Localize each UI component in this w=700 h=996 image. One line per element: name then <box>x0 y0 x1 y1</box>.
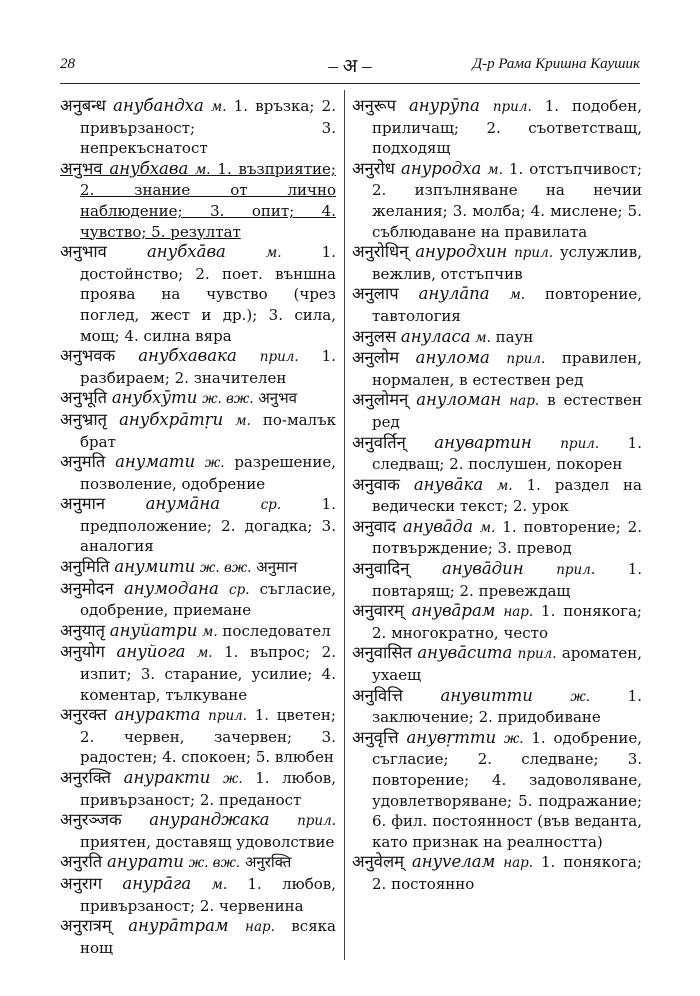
column-divider <box>344 90 345 960</box>
headword-sanskrit: अनुमान <box>60 494 106 514</box>
headword-transliteration: ануранджака <box>149 810 270 830</box>
grammar-label: нар. <box>245 919 275 936</box>
definition: 1. достойнство; 2. поет. външна проява на чувство (чрез поглед, жест и др.); 3. сила, мощ; 4. силна вяра <box>80 243 336 345</box>
dictionary-entry <box>352 517 642 559</box>
headword-transliteration: ануласа <box>400 326 471 346</box>
section-letter: – अ – <box>328 56 372 77</box>
book-title: Д-р Рама Кришна Каушик <box>472 56 640 72</box>
definition: 1. въпрос; 2. изпит; 3. старание, усилие; 4. коментар, тълкуване <box>80 643 336 704</box>
dictionary-entry <box>60 852 336 874</box>
headword-sanskrit: अनुवाद <box>352 516 396 536</box>
headword-transliteration: анурāга <box>122 873 192 893</box>
grammar-label: м. <box>509 287 526 304</box>
grammar-label: прил. <box>506 351 546 368</box>
headword-sanskrit: अनुबन्ध <box>60 96 106 115</box>
grammar-label: прил. <box>560 435 600 452</box>
grammar-label: ж. вж. <box>202 391 254 408</box>
headword-transliteration: анурати <box>106 852 184 872</box>
headword-sanskrit: अनुलोम <box>352 348 400 368</box>
grammar-label: м. <box>235 412 251 429</box>
dictionary-entry <box>352 433 642 475</box>
headword-sanskrit: अनुवर्तिन् <box>352 432 406 452</box>
dictionary-entry <box>60 410 336 452</box>
headword-transliteration: анувитти <box>440 685 533 705</box>
grammar-label: нар. <box>509 393 540 410</box>
headword-transliteration: ануродха <box>400 158 482 178</box>
definition: 1. разбираем; 2. значителен <box>80 347 336 387</box>
dictionary-entry <box>60 810 336 852</box>
headword-sanskrit: अनुराग <box>60 873 103 893</box>
definition: по-малък брат <box>80 410 336 451</box>
dictionary-entry <box>60 916 336 958</box>
definition: 1. цветен; 2. червен, зачервен; 3. радостен; 4. спокоен; 5. влюбен <box>80 706 336 767</box>
headword-transliteration: ануйога <box>116 642 186 662</box>
headword-transliteration: ануvелам <box>411 852 496 872</box>
right-column <box>352 96 642 895</box>
grammar-label: прил. <box>556 562 596 579</box>
definition: приятен, доставящ удоволствие <box>80 832 335 851</box>
definition: अनुरक्ति <box>244 853 292 872</box>
definition: अनुभव <box>258 389 297 408</box>
grammar-label: ж. <box>223 771 243 787</box>
grammar-label: м. <box>475 329 491 346</box>
definition: съгласие, одобрение, приемане <box>80 579 336 620</box>
dictionary-entry <box>60 242 336 346</box>
dictionary-entry <box>60 557 336 579</box>
dictionary-entry <box>352 390 642 432</box>
dictionary-entry <box>352 327 642 349</box>
grammar-label: прил. <box>514 245 554 262</box>
dictionary-entry <box>352 643 642 685</box>
headword-sanskrit: अनुवित्ति <box>352 685 403 705</box>
headword-sanskrit: अनुवादिन् <box>352 559 410 579</box>
grammar-label: м. <box>202 623 218 640</box>
definition: 1. връзка; 2. привързаност; 3. непрекъснатост <box>80 97 336 158</box>
definition: 1. предположение; 2. догадка; 3. аналогия <box>80 495 336 556</box>
headword-sanskrit: अनुवेलम् <box>352 852 404 872</box>
grammar-label: м. <box>487 161 503 178</box>
headword-transliteration: анувāсита <box>417 643 513 663</box>
headword-transliteration: анумодана <box>123 578 219 598</box>
definition: अनुमान <box>256 558 298 577</box>
headword-transliteration: анувāдин <box>441 559 524 579</box>
headword-transliteration: ануродхин <box>415 242 508 262</box>
headword-sanskrit: अनुमिति <box>60 557 110 577</box>
headword-transliteration: анумати <box>115 452 196 472</box>
headword-transliteration: анувāда <box>402 516 473 536</box>
definition: услужлив, вежлив, отстъпчив <box>372 243 642 283</box>
headword-transliteration: ануйатри <box>109 620 198 640</box>
grammar-label: м. <box>211 876 228 893</box>
definition: 1. одобрение, съгласие; 2. следване; 3. повторение; 4. задоволяване, удовлетворяване; 5. подражание; 6. фил. постоянност (във веданта, като признак на реалността) <box>372 728 642 851</box>
dictionary-entry <box>60 96 336 159</box>
headword-transliteration: ануломa <box>415 348 490 368</box>
definition: ароматен, ухаещ <box>372 644 642 685</box>
headword-transliteration: анумāна <box>145 494 221 514</box>
headword-sanskrit: अनुरूप <box>352 96 396 115</box>
grammar-label: м. <box>211 99 227 115</box>
headword-sanskrit: अनुमोदन <box>60 578 114 598</box>
headword-sanskrit: अनुरक्त <box>60 705 107 725</box>
grammar-label: ж. вж. <box>200 560 252 577</box>
headword-transliteration: анувāка <box>413 474 484 494</box>
grammar-label: м. <box>479 519 496 536</box>
definition: 1. раздел на ведически текст; 2. урок <box>372 475 642 516</box>
headword-transliteration: анувāрам <box>411 601 496 621</box>
definition: 1. отстъпчивост; 2. изпълняване на нечии желания; 3. молба; 4. мислене; 5. съблюдаване на правилата <box>372 159 642 241</box>
headword-sanskrit: अनुमति <box>60 452 106 472</box>
headword-sanskrit: अनुरात्रम् <box>60 916 112 936</box>
grammar-label: ср. <box>229 581 250 598</box>
headword-transliteration: анубхавака <box>138 346 237 366</box>
page-number: 28 <box>60 56 75 72</box>
definition: паун <box>495 327 534 346</box>
headword-sanskrit: अनुरोध <box>352 158 395 178</box>
headword-transliteration: анурāтрам <box>128 916 229 936</box>
running-header <box>60 52 640 78</box>
definition: разрешение, позволение, одобрение <box>80 453 336 493</box>
dictionary-entry <box>352 852 642 894</box>
headword-sanskrit: अनुभूति <box>60 388 108 408</box>
headword-transliteration: анувартин <box>434 432 532 452</box>
grammar-label: прил. <box>208 708 248 725</box>
grammar-label: ж. <box>570 688 591 705</box>
dictionary-entry <box>352 601 642 643</box>
header-rule <box>60 83 640 84</box>
dictionary-entry <box>60 159 336 242</box>
dictionary-entry <box>352 728 642 853</box>
dictionary-entry <box>352 475 642 517</box>
dictionary-entry <box>60 346 336 388</box>
dictionary-entry <box>352 348 642 390</box>
headword-sanskrit: अनुभव <box>60 158 103 178</box>
grammar-label: нар. <box>503 604 534 621</box>
headword-transliteration: анувṛтти <box>406 727 497 747</box>
headword-sanskrit: अनुलाप <box>352 284 399 304</box>
grammar-label: м. <box>195 161 211 178</box>
headword-sanskrit: अनुलस <box>352 326 397 346</box>
headword-sanskrit: अनुवृत्ति <box>352 727 399 747</box>
headword-transliteration: анубандха <box>113 96 204 115</box>
dictionary-entry <box>352 686 642 728</box>
left-column <box>60 96 336 958</box>
definition: 1. любов, привързаност; 2. преданост <box>80 769 336 809</box>
headword-transliteration: ануракти <box>123 768 211 787</box>
dictionary-entry <box>60 388 336 410</box>
headword-sanskrit: अनुयोग <box>60 642 105 662</box>
headword-sanskrit: अनुवासित <box>352 643 413 663</box>
grammar-label: ж. <box>503 730 524 747</box>
definition: правилен, нормален, в естествен ред <box>372 349 642 389</box>
dictionary-entry <box>352 559 642 601</box>
dictionary-entry <box>60 874 336 916</box>
headword-transliteration: анумити <box>114 557 196 577</box>
headword-transliteration: анубхӯти <box>111 388 198 408</box>
grammar-label: ср. <box>260 497 282 514</box>
headword-sanskrit: अनुयातृ <box>60 620 106 640</box>
definition: 1. понякога; 2. постоянно <box>372 853 642 893</box>
headword-sanskrit: अनुवारम् <box>352 601 404 621</box>
definition: 1. любов, привързаност; 2. червенина <box>80 874 336 915</box>
headword-sanskrit: अनुरञ्जक <box>60 810 122 830</box>
definition: 1. подобен, приличащ; 2. съответстващ, подходящ <box>372 97 642 158</box>
dictionary-entry <box>60 768 336 810</box>
headword-transliteration: анубхрāтṛи <box>119 409 224 429</box>
headword-sanskrit: अनुरोधिन् <box>352 242 409 262</box>
definition: последовател <box>222 621 331 640</box>
dictionary-entry <box>60 579 336 621</box>
definition: 1. възприятие; 2. знание от лично наблюдение; 3. опит; 4. чувство; 5. резултат <box>80 159 336 241</box>
headword-transliteration: анубхāва <box>146 242 226 262</box>
definition: всяка нощ <box>80 917 336 957</box>
grammar-label: прил. <box>259 349 299 366</box>
headword-sanskrit: अनुभ्रातृ <box>60 409 108 429</box>
grammar-label: ж. вж. <box>188 855 241 872</box>
dictionary-entry <box>60 452 336 494</box>
definition: 1. повтарящ; 2. превеждащ <box>372 560 642 600</box>
definition: повторение, тавтология <box>372 285 642 325</box>
dictionary-entry <box>352 284 642 326</box>
grammar-label: м. <box>197 645 213 662</box>
headword-transliteration: ануракта <box>114 705 201 725</box>
dictionary-entry <box>352 96 642 159</box>
definition: 1. заключение; 2. придобиване <box>372 686 642 727</box>
headword-sanskrit: अनुवाक <box>352 474 400 494</box>
grammar-label: прил. <box>517 646 557 663</box>
definition: 1. следващ; 2. послушен, покорен <box>372 433 642 474</box>
grammar-label: м. <box>497 477 513 494</box>
headword-transliteration: анубхава <box>109 158 189 178</box>
dictionary-entry <box>60 494 336 557</box>
dictionary-entry <box>352 159 642 242</box>
grammar-label: прил. <box>297 813 336 830</box>
definition: 1. повторение; 2. потвърждение; 3. превод <box>372 517 642 558</box>
headword-transliteration: ануломан <box>416 390 502 410</box>
dictionary-entry <box>352 242 642 284</box>
grammar-label: м. <box>266 245 282 262</box>
headword-transliteration: анулāпа <box>418 284 490 304</box>
headword-sanskrit: अनुलोमन् <box>352 390 409 410</box>
headword-sanskrit: अनुरति <box>60 852 103 872</box>
dictionary-entry <box>60 642 336 705</box>
headword-transliteration: анурӯпа <box>408 96 480 115</box>
grammar-label: прил. <box>492 99 532 115</box>
headword-sanskrit: अनुभवक <box>60 346 116 366</box>
headword-sanskrit: अनुभाव <box>60 242 107 262</box>
dictionary-entry <box>60 621 336 643</box>
definition: 1. понякога; 2. многократно, често <box>372 602 642 642</box>
definition: в естествен ред <box>372 391 642 431</box>
headword-sanskrit: अनुरक्ति <box>60 768 112 787</box>
grammar-label: ж. <box>204 455 225 472</box>
grammar-label: нар. <box>503 855 534 872</box>
dictionary-entry <box>60 705 336 768</box>
